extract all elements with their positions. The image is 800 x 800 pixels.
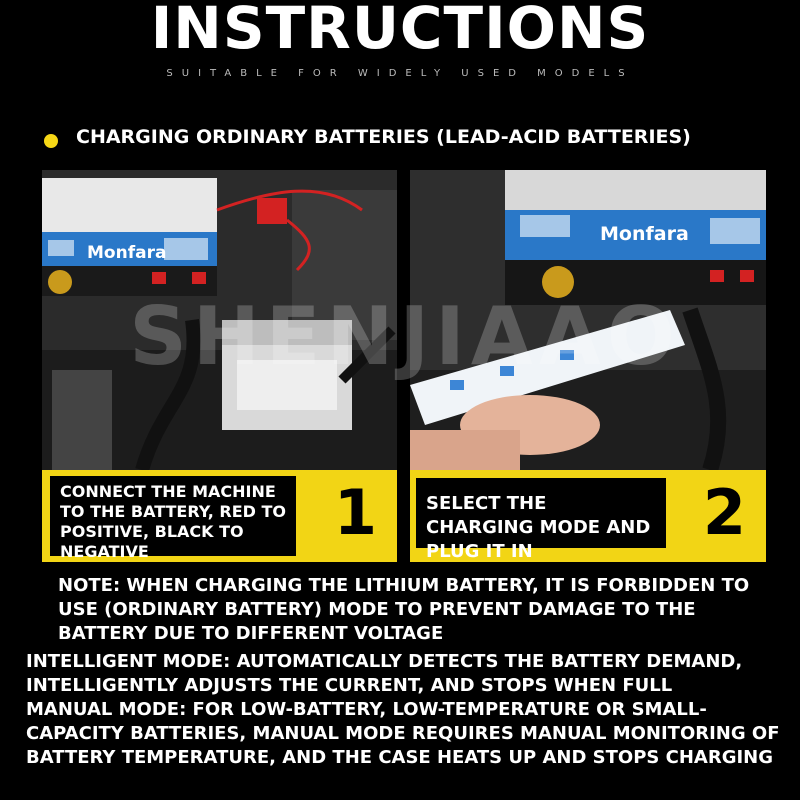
- step-2-number: 2: [702, 476, 746, 549]
- page-subtitle: SUITABLE FOR WIDELY USED MODELS: [166, 68, 634, 79]
- bullet-dot-icon: [44, 134, 58, 148]
- step-1-number: 1: [333, 476, 377, 549]
- section-heading: CHARGING ORDINARY BATTERIES (LEAD-ACID BATTERIES): [76, 126, 691, 148]
- charger-brand-left: Monfara: [87, 243, 167, 263]
- step-1-box: [42, 470, 397, 562]
- photo-connect-battery: [42, 170, 397, 470]
- lithium-note: NOTE: WHEN CHARGING THE LITHIUM BATTERY, IT IS FORBIDDEN TO USE (ORDINARY BATTERY) MODE TO PREVENT DAMAGE TO THE BATTERY DUE TO DIFFERENT VOLTAGE: [58, 575, 750, 644]
- step-2-text: SELECT THE CHARGING MODE AND PLUG IT IN: [416, 478, 666, 548]
- page-title: INSTRUCTIONS: [150, 0, 650, 62]
- watermark: SHENJIAAO: [129, 290, 681, 383]
- intelligent-mode-text: INTELLIGENT MODE: AUTOMATICALLY DETECTS THE BATTERY DEMAND, INTELLIGENTLY ADJUSTS THE CURRENT, AND STOPS WHEN FULL: [26, 651, 743, 696]
- charger-brand-right: Monfara: [600, 223, 689, 245]
- photo-plug-in: [410, 170, 766, 470]
- manual-mode-text: MANUAL MODE: FOR LOW-BATTERY, LOW-TEMPERATURE OR SMALL-CAPACITY BATTERIES, MANUAL MODE REQUIRES MANUAL MONITORING OF BATTERY TEMPERATURE, AND THE CASE HEATS UP AND STOPS CHARGING: [26, 699, 780, 768]
- step-2-box: [410, 470, 766, 562]
- modes-description: [26, 650, 786, 770]
- step-1-text: CONNECT THE MACHINE TO THE BATTERY, RED TO POSITIVE, BLACK TO NEGATIVE: [50, 476, 296, 556]
